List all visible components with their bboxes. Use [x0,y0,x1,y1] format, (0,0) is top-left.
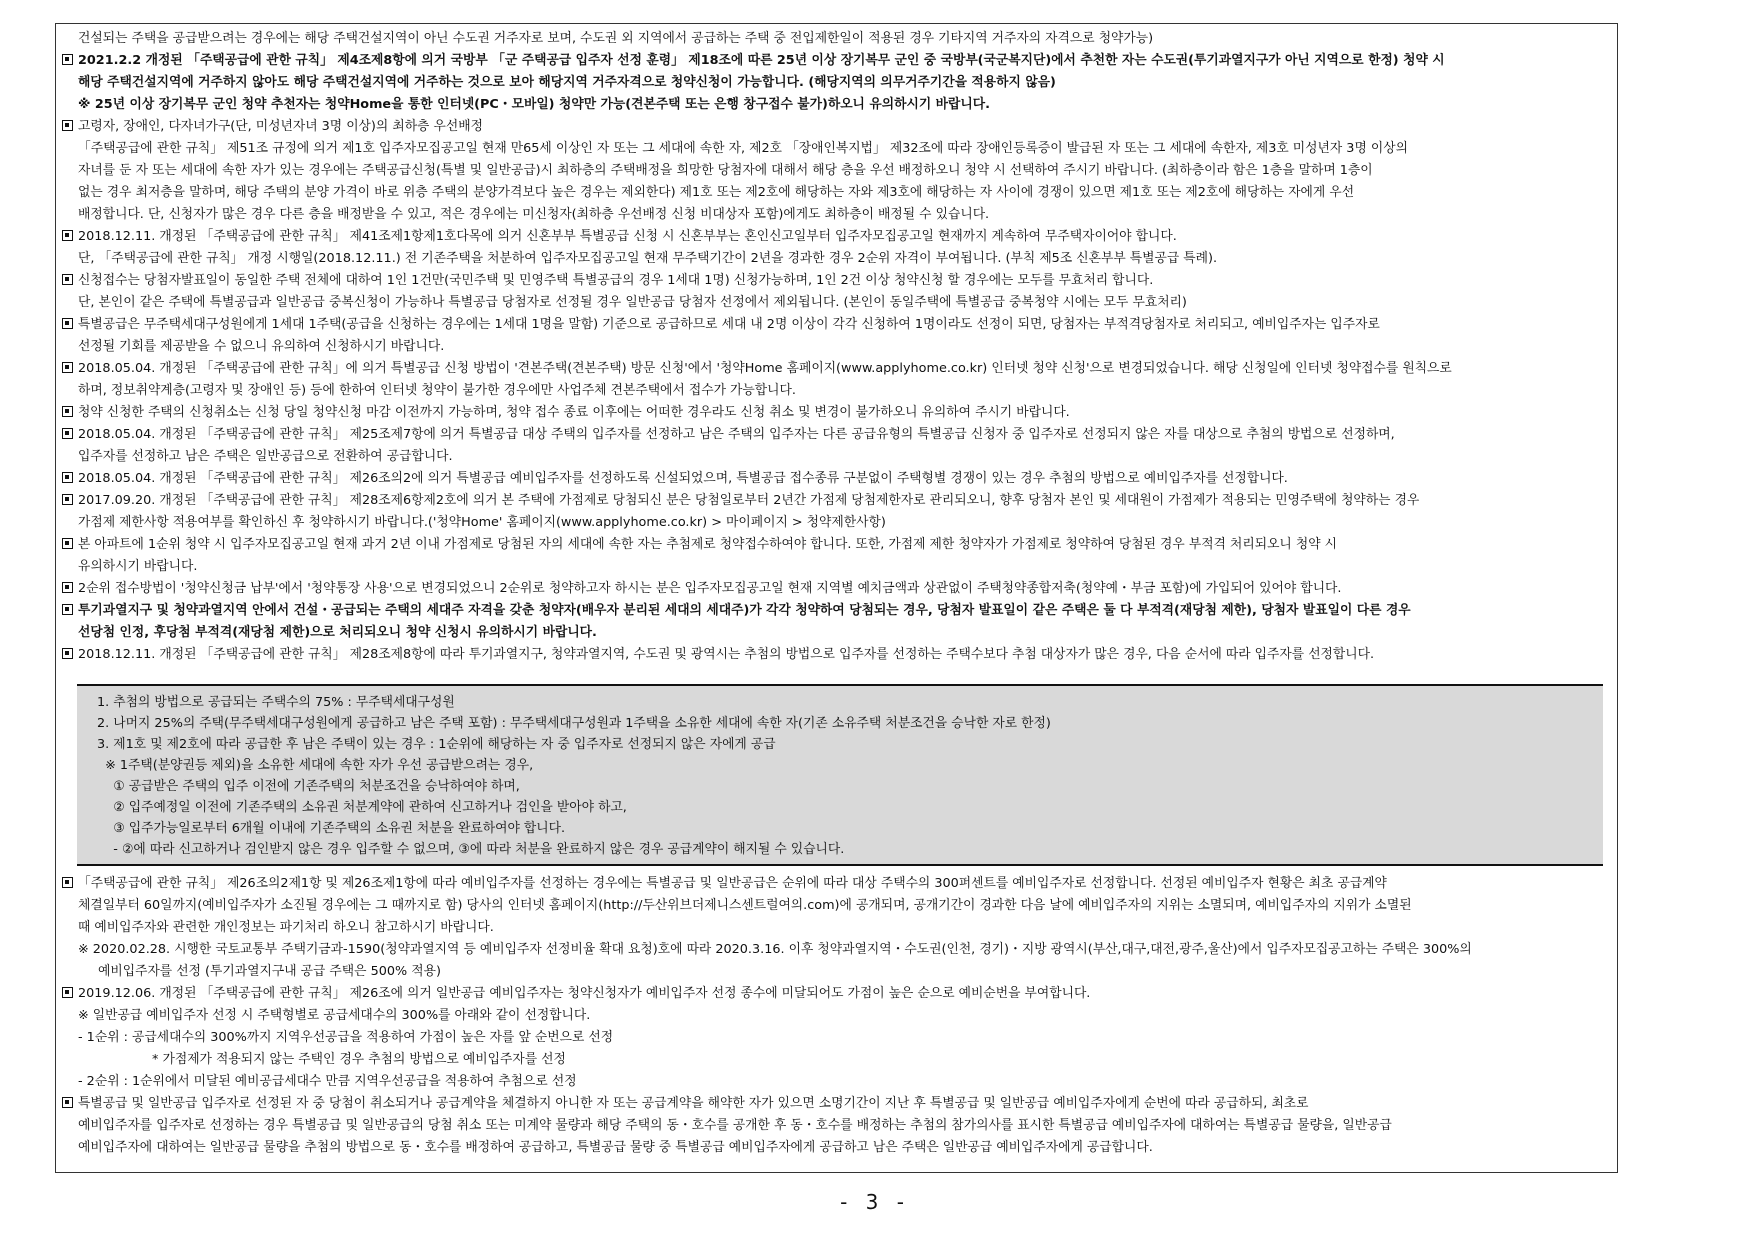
top_lines-line [62,622,1618,644]
bottom_lines-line [62,873,1618,895]
bottom_lines-line [62,983,1618,1005]
bottom_lines-line [62,1115,1618,1137]
top_lines-line [62,468,1618,490]
top_lines-text: 선정될 기회를 제공받을 수 없으니 유의하여 신청하시기 바랍니다. [78,339,445,354]
top_lines-line [62,644,1618,666]
bullet-square-icon [62,987,73,998]
top_lines-text: 단, 「주택공급에 관한 규칙」 개정 시행일(2018.12.11.) 전 기존주택을 처분하여 입주자모집공고일 현재 무주택기간이 2년을 경과한 경우 2순위 자격이 부여됩니다. (부칙 제5조 신혼부부 특별공급 특례). [78,251,1218,266]
top_lines-line [62,556,1618,578]
top_lines-text: 2018.12.11. 개정된 「주택공급에 관한 규칙」 제41조제1항제1호다목에 의거 신혼부부 특별공급 신청 시 신혼부부는 혼인신고일부터 입주자모집공고일 현재까지 계속하여 무주택자이어야 합니다. [78,229,1177,244]
bottom_lines-line [62,1071,1618,1093]
top_lines-line [62,270,1618,292]
top_lines-text: 2018.05.04. 개정된 「주택공급에 관한 규칙」 제26조의2에 의거 특별공급 예비입주자를 선정하도록 신설되었으며, 특별공급 접수종류 구분없이 주택형별 경쟁이 있는 경우 추첨의 방법으로 예비입주자를 선정합니다. [78,471,1288,486]
bottom_lines-text: 때 예비입주자와 관련한 개인정보는 파기처리 하오니 참고하시기 바랍니다. [78,920,494,935]
bottom_lines-line [62,961,1618,983]
top_lines-line [62,138,1618,160]
top_lines-line [62,116,1618,138]
top_lines-text: 건설되는 주택을 공급받으려는 경우에는 해당 주택건설지역이 아닌 수도권 거주자로 보며, 수도권 외 지역에서 공급하는 주택 중 전입제한일이 적용된 경우 기타지역 거주자의 자격으로 청약가능) [78,31,1154,46]
notice-section-lower [62,873,1618,1159]
bullet-square-icon [62,648,73,659]
top_lines-text: 2017.09.20. 개정된 「주택공급에 관한 규칙」 제28조제6항제2호에 의거 본 주택에 가점제로 당첨되신 분은 당첨일로부터 2년간 가점제 당첨제한자로 관리되오니, 향후 당첨자 본인 및 세대원이 가점제가 적용되는 민영주택에 청약하는 경우 [78,493,1420,508]
bottom_lines-line [62,1005,1618,1027]
bullet-square-icon [62,877,73,888]
lottery-order-line: 2. 나머지 25%의 주택(무주택세대구성원에게 공급하고 남은 주택 포함) : 무주택세대구성원과 1주택을 소유한 세대에 속한 자(기존 소유주택 처분조건을 승낙한 자로 한정) [97,716,1051,731]
bottom_lines-text: 2019.12.06. 개정된 「주택공급에 관한 규칙」 제26조에 의거 일반공급 예비입주자는 청약신청자가 예비입주자 선정 종수에 미달되어도 가점이 높은 순으로 예비순번을 부여합니다. [78,986,1091,1001]
bullet-square-icon [62,274,73,285]
top_lines-text: ※ 25년 이상 장기복무 군인 청약 추천자는 청약Home을 통한 인터넷(PC・모바일) 청약만 가능(견본주택 또는 은행 창구접수 불가)하오니 유의하시기 바랍니다. [78,97,990,112]
top_lines-line [62,314,1618,336]
top_lines-line [62,94,1618,116]
top_lines-text: 「주택공급에 관한 규칙」 제51조 규정에 의거 제1호 입주자모집공고일 현재 만65세 이상인 자 또는 그 세대에 속한 자, 제2호 「장애인복지법」 제32조에 따라 장애인등록증이 발급된 자 또는 그 세대에 속한자, 제3호 미성년자 3명 이상의 [78,141,1408,156]
page-number: - 3 - [840,1190,910,1214]
bottom_lines-line [62,1137,1618,1159]
top_lines-text: 2018.05.04. 개정된 「주택공급에 관한 규칙」 제25조제7항에 의거 특별공급 대상 주택의 입주자를 선정하고 남은 주택의 입주자는 다른 공급유형의 특별공급 신청자 중 입주자로 선정되지 않은 자를 대상으로 추첨의 방법으로 선정하며, [78,427,1395,442]
bottom_lines-line [62,1049,1618,1071]
bullet-square-icon [62,120,73,131]
top_lines-line [62,292,1618,314]
top_lines-text: 2순위 접수방법이 '청약신청금 납부'에서 '청약통장 사용'으로 변경되었으니 2순위로 청약하고자 하시는 분은 입주자모집공고일 현재 지역별 예치금액과 상관없이 주택청약종합저축(청약예・부금 포함)에 가입되어 있어야 합니다. [78,581,1342,596]
bottom_lines-line [62,917,1618,939]
bullet-square-icon [62,406,73,417]
bottom_lines-text: 「주택공급에 관한 규칙」 제26조의2제1항 및 제26조제1항에 따라 예비입주자를 선정하는 경우에는 특별공급 및 일반공급은 순위에 따라 대상 주택수의 300퍼센트를 예비입주자로 선정합니다. 선정된 예비입주자 현황은 최초 공급계약 [78,876,1387,891]
top_lines-line [62,28,1618,50]
top_lines-line [62,402,1618,424]
top_lines-text: 투기과열지구 및 청약과열지역 안에서 건설・공급되는 주택의 세대주 자격을 갖춘 청약자(배우자 분리된 세대의 세대주)가 각각 청약하여 당첨되는 경우, 당첨자 발표일이 같은 주택은 둘 다 부적격(재당첨 제한), 당첨자 발표일이 다른 경우 [78,603,1411,618]
top_lines-text: 특별공급은 무주택세대구성원에게 1세대 1주택(공급을 신청하는 경우에는 1세대 1명을 말함) 기준으로 공급하므로 세대 내 2명 이상이 각각 신청하여 1명이라도 선정이 되면, 당첨자는 부적격당첨자로 처리되고, 예비입주자는 입주자로 [78,317,1380,332]
top_lines-text: 청약 신청한 주택의 신청취소는 신청 당일 청약신청 마감 이전까지 가능하며, 청약 접수 종료 이후에는 어떠한 경우라도 신청 취소 및 변경이 불가하오니 유의하여 주시기 바랍니다. [78,405,1070,420]
top_lines-line [62,358,1618,380]
top_lines-text: 선당첨 인정, 후당첨 부적격(재당첨 제한)으로 처리되오니 청약 신청시 유의하시기 바랍니다. [78,625,597,640]
top_lines-text: 입주자를 선정하고 남은 주택은 일반공급으로 전환하여 공급합니다. [78,449,453,464]
bullet-square-icon [62,1097,73,1108]
bullet-square-icon [62,230,73,241]
bottom_lines-line [62,895,1618,917]
bottom_lines-text: 예비입주자를 입주자로 선정하는 경우 특별공급 및 일반공급의 당첨 취소 또는 미계약 물량과 해당 주택의 동・호수를 공개한 후 동・호수를 배정하는 추첨의 참가의사를 표시한 특별공급 예비입주자에 대하여는 특별공급 물량을, 일반공급 [78,1118,1392,1133]
notice-section-upper [62,28,1618,666]
lottery-order-line: 3. 제1호 및 제2호에 따라 공급한 후 남은 주택이 있는 경우 : 1순위에 해당하는 자 중 입주자로 선정되지 않은 자에게 공급 [97,737,776,752]
top_lines-text: 유의하시기 바랍니다. [78,559,198,574]
bottom_lines-text: 예비입주자에 대하여는 일반공급 물량을 추첨의 방법으로 동・호수를 배정하여 공급하고, 특별공급 물량 중 특별공급 예비입주자에게 공급하고 남은 주택은 일반공급 예비입주자에게 공급합니다. [78,1140,1153,1155]
bottom_lines-line [62,1027,1618,1049]
top_lines-line [62,490,1618,512]
bullet-square-icon [62,472,73,483]
top_lines-line [62,424,1618,446]
top_lines-text: 없는 경우 최저층을 말하며, 해당 주택의 분양 가격이 바로 위층 주택의 분양가격보다 높은 경우는 제외한다) 제1호 또는 제2호에 해당하는 자와 제3호에 해당하는 자 사이에 경쟁이 있으면 제1호 또는 제2호에 해당하는 자에게 우선 [78,185,1355,200]
top_lines-line [62,182,1618,204]
lottery-order-line: ※ 1주택(분양권등 제외)을 소유한 세대에 속한 자가 우선 공급받으려는 경우, [97,758,534,773]
bottom_lines-text: - 1순위 : 공급세대수의 300%까지 지역우선공급을 적용하여 가점이 높은 자를 앞 순번으로 선정 [78,1030,614,1045]
bottom_lines-text: - 2순위 : 1순위에서 미달된 예비공급세대수 만큼 지역우선공급을 적용하여 추첨으로 선정 [78,1074,577,1089]
lottery-order-line: ① 공급받은 주택의 입주 이전에 기존주택의 처분조건을 승낙하여야 하며, [97,779,520,794]
top_lines-line [62,336,1618,358]
top_lines-line [62,226,1618,248]
top_lines-text: 해당 주택건설지역에 거주하지 않아도 해당 주택건설지역에 거주하는 것으로 보아 해당지역 거주자격으로 청약신청이 가능합니다. (해당지역의 의무거주기간을 적용하지 않음) [78,75,1056,90]
lottery-order-line: ② 입주예정일 이전에 기존주택의 소유권 처분계약에 관하여 신고하거나 검인을 받아야 하고, [97,800,627,815]
bullet-square-icon [62,362,73,373]
top_lines-line [62,534,1618,556]
bottom_lines-text: ※ 2020.02.28. 시행한 국토교통부 주택기금과-1590(청약과열지역 등 예비입주자 선정비율 확대 요청)호에 따라 2020.3.16. 이후 청약과열지역・수도권(인천, 경기)・지방 광역시(부산,대구,대전,광주,울산)에서 입주자모집공고하는 주택은 300%의 [78,942,1472,957]
top_lines-text: 자녀를 둔 자 또는 세대에 속한 자가 있는 경우에는 주택공급신청(특별 및 일반공급)시 최하층의 주택배정을 희망한 당첨자에 대해서 해당 층을 우선 배정하오니 청약 시 선택하여 주시기 바랍니다. (최하층이라 함은 1층을 말하며 1층이 [78,163,1373,178]
top_lines-line [62,50,1618,72]
bottom_lines-line [62,1093,1618,1115]
top_lines-text: 2018.12.11. 개정된 「주택공급에 관한 규칙」 제28조제8항에 따라 투기과열지구, 청약과열지역, 수도권 및 광역시는 추첨의 방법으로 입주자를 선정하는 주택수보다 추첨 대상자가 많은 경우, 다음 순서에 따라 입주자를 선정합니다. [78,647,1375,662]
top_lines-line [62,600,1618,622]
top_lines-line [62,578,1618,600]
top_lines-text: 2018.05.04. 개정된 「주택공급에 관한 규칙」에 의거 특별공급 신청 방법이 '견본주택(견본주택) 방문 신청'에서 '청약Home 홈페이지(www.applyhome.co.kr) 인터넷 청약 신청'으로 변경되었습니다. 해당 신청일에 인터넷 청약접수를 원칙으로 [78,361,1452,376]
lottery-order-box [77,684,1603,866]
bottom_lines-text: ※ 일반공급 예비입주자 선정 시 주택형별로 공급세대수의 300%를 아래와 같이 선정합니다. [78,1008,591,1023]
top_lines-text: 단, 본인이 같은 주택에 특별공급과 일반공급 중복신청이 가능하나 특별공급 당첨자로 선정될 경우 일반공급 당첨자 선정에서 제외됩니다. (본인이 동일주택에 특별공급 중복청약 시에는 모두 무효처리) [78,295,1187,310]
top_lines-line [62,248,1618,270]
bullet-square-icon [62,538,73,549]
bullet-square-icon [62,318,73,329]
bullet-square-icon [62,54,73,65]
top_lines-line [62,446,1618,468]
top_lines-line [62,380,1618,402]
top_lines-text: 신청접수는 당첨자발표일이 동일한 주택 전체에 대하여 1인 1건만(국민주택 및 민영주택 특별공급의 경우 1세대 1명) 신청가능하며, 1인 2건 이상 청약신청 할 경우에는 모두를 무효처리 합니다. [78,273,1154,288]
top_lines-line [62,160,1618,182]
bullet-square-icon [62,428,73,439]
lottery-order-line: ③ 입주가능일로부터 6개월 이내에 기존주택의 소유권 처분을 완료하여야 합니다. [97,821,566,836]
lottery-order-line: - ②에 따라 신고하거나 검인받지 않은 경우 입주할 수 없으며, ③에 따라 처분을 완료하지 않은 경우 공급계약이 해지될 수 있습니다. [97,842,845,857]
top_lines-text: 하며, 정보취약계층(고령자 및 장애인 등) 등에 한하여 인터넷 청약이 불가한 경우에만 사업주체 견본주택에서 접수가 가능합니다. [78,383,796,398]
lottery-order-line: 1. 추첨의 방법으로 공급되는 주택수의 75% : 무주택세대구성원 [97,695,455,710]
bullet-square-icon [62,494,73,505]
top_lines-line [62,512,1618,534]
bottom_lines-line [62,939,1618,961]
bullet-square-icon [62,582,73,593]
bullet-square-icon [62,604,73,615]
top_lines-text: 고령자, 장애인, 다자녀가구(단, 미성년자녀 3명 이상)의 최하층 우선배정 [78,119,483,134]
bottom_lines-text: 예비입주자를 선정 (투기과열지구내 공급 주택은 500% 적용) [98,964,441,979]
top_lines-text: 2021.2.2 개정된 「주택공급에 관한 규칙」 제4조제8항에 의거 국방부 「군 주택공급 입주자 선정 훈령」 제18조에 따른 25년 이상 장기복무 군인 중 국방부(국군복지단)에서 추천한 자는 수도권(투기과열지구가 아닌 지역으로 한정) 청약 시 [78,53,1445,68]
top_lines-text: 본 아파트에 1순위 청약 시 입주자모집공고일 현재 과거 2년 이내 가점제로 당첨된 자의 세대에 속한 자는 추첨제로 청약접수하여야 합니다. 또한, 가점제 제한 청약자가 가점제로 청약하여 당첨된 경우 부적격 처리되오니 청약 시 [78,537,1338,552]
top_lines-text: 가점제 제한사항 적용여부를 확인하신 후 청약하시기 바랍니다.('청약Home' 홈페이지(www.applyhome.co.kr) > 마이페이지 > 청약제한사항) [78,515,886,530]
top_lines-line [62,72,1618,94]
bottom_lines-text: 특별공급 및 일반공급 입주자로 선정된 자 중 당첨이 취소되거나 공급계약을 체결하지 아니한 자 또는 공급계약을 해약한 자가 있으면 소명기간이 지난 후 특별공급 및 일반공급 예비입주자에게 순번에 따라 공급하되, 최초로 [78,1096,1309,1111]
top_lines-text: 배정합니다. 단, 신청자가 많은 경우 다른 층을 배정받을 수 있고, 적은 경우에는 미신청자(최하층 우선배정 신청 비대상자 포함)에게도 최하층이 배정될 수 있습니다. [78,207,990,222]
bottom_lines-text: * 가점제가 적용되지 않는 주택인 경우 추첨의 방법으로 예비입주자를 선정 [152,1052,566,1067]
bottom_lines-text: 체결일부터 60일까지(예비입주자가 소진될 경우에는 그 때까지로 함) 당사의 인터넷 홈페이지(http://두산위브더제니스센트럴여의.com)에 공개되며, 공개기간이 경과한 다음 날에 예비입주자의 지위는 소멸되며, 예비입주자의 지위가 소멸된 [78,898,1412,913]
top_lines-line [62,204,1618,226]
